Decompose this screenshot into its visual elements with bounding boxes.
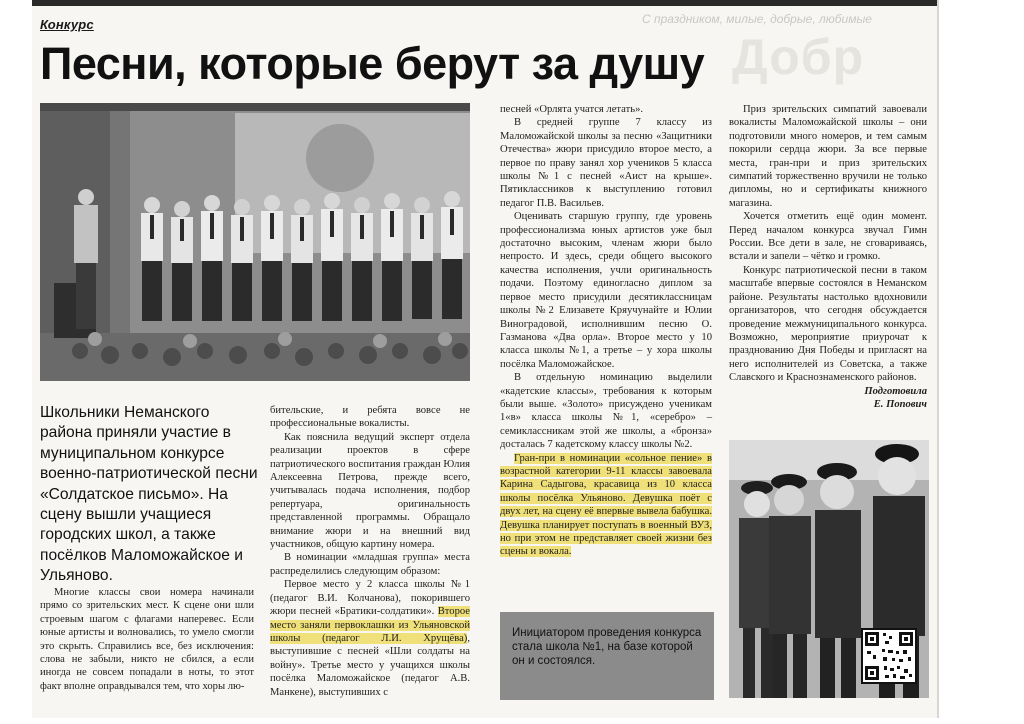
bleed-through-text: С праздником, милые, добрые, любимые <box>642 12 872 26</box>
paragraph: Конкурс патриотической песни в таком масштабе впервые состоялся в Неманском районе. Результаты настолько вдохновили организаторов, что сегодня обсуждается проведение межмуниципального конкурса. Возможно, мероприятие приурочат к празднованию Дня Победы и пригласят на него исполнителей из Советска, а также Славского и Краснознаменского районов. <box>729 264 927 384</box>
text-column-3 <box>500 103 712 559</box>
paragraph: Многие классы свои номера начинали прямо со зрительских мест. К сцене они шли строевым шагом с флагами наперевес. Если юные артисты и волновались, то умело смогли это скрыть. Справились все, без исключения: слова не забыли, никто не сбился, а если иногда не совсем попадали в ноты, то этот факт вполне оправдывался тем, что хоры лю- <box>40 587 254 692</box>
paragraph: Приз зрительских симпатий завоевали вокалисты Маломожайской школы – они подготовили много номеров, и тем самым покорили сердца жюри. За все первые места, гран-при и приз зрительских симпатий торжественно вручили не только дипломы, но и сертификаты книжного магазина. <box>729 104 927 209</box>
paragraph: В отдельную номинацию выделили «кадетские классы», требования к которым были выше. «Золото» присуждено ученикам 1«в» класса школы №1, «серебро» – семиклассникам этой же школы, а «бронза» досталась 7 кадетскому классу школы №2. <box>500 372 712 451</box>
author-credit-label: Подготовила <box>864 385 927 397</box>
paragraph: песней «Орлята учатся летать». <box>500 104 644 115</box>
newspaper-page <box>32 0 937 718</box>
paragraph-part: , выступившие с песней «Шли солдаты на войну». Третье место у учащихся школы посёлка Маломожайское (педагог А.В. Манкене), выступивших с <box>270 632 470 698</box>
callout-box: Инициатором проведения конкурса стала школа №1, на базе которой он и состоялся. <box>500 612 714 700</box>
bleed-through-heading: Добр <box>732 29 865 85</box>
paragraph <box>500 452 712 559</box>
paragraph: В номинации «младшая группа» места распределились следующим образом: <box>270 552 470 577</box>
paragraph: Оценивать старшую группу, где уровень профессионализма юных артистов уже был достаточно высоким, членам жюри было непросто. И здесь, среди общего высокого качества исполнения, учли оригинальность подачи. Поэтому единогласно диплом за первое место присудили десятиклассницам школы №2 Елизавете Кряучунайте и Юлии Виноградовой, исполнившим песню О. Газманова «Два орла». Второе место у 10 класса школы №1, а третье – у хора школы посёлка Маломожайское. <box>500 211 712 370</box>
text-column-4 <box>729 103 927 411</box>
choir-photo <box>40 103 470 381</box>
paragraph: Как пояснила ведущий эксперт отдела реализации проектов в сфере патриотического воспитания граждан Юлия Алексеевна Петрова, прежде всего, учитывалась подача исполнения, подбор репертуара, оригинальность представленной программы. Обращало внимание жюри и на внешний вид участников, общую картину номера. <box>270 431 470 551</box>
paragraph: Хочется отметить ещё один момент. Перед началом конкурса звучал Гимн России. Все дети в зале, не сговариваясь, встали и запели – чётко и громко. <box>729 211 927 263</box>
paragraph-part: Первое место у 2 класса школы №1 (педагог В.И. Колчанова), покорившего жюри песней «Братики-солдатики». <box>270 579 470 618</box>
highlighted-text: Второе место заняли первоклашки из Ульяновской школы (педагог Л.И. Хрущёва) <box>270 606 470 644</box>
article-headline: Песни, которые берут за душу <box>40 38 705 89</box>
text-column-2 <box>270 404 470 699</box>
highlighted-text: Гран-при в номинации «сольное пение» в возрастной категории 9-11 классы завоевала Карина Садыгова, красавица из 10 класса школы посёлка Ульяново. Девушка поёт с двух лет, на сцену её впервые вывела бабушка. Девушка планирует поступать в военный ВУЗ, но при этом не представляет своей жизни без сцены и вокала. <box>500 452 712 558</box>
rubric-label: Конкурс <box>40 17 94 32</box>
qr-code[interactable] <box>861 628 917 684</box>
paragraph <box>270 578 470 699</box>
paragraph: В средней группе 7 классу из Маломожайской школы за песню «Защитники Отечества» жюри присудило второе место, а первое по праву занял хор учеников 5 класса школы №1 с песней «Аист на крыше». Пятиклассников к выступлению готовил педагог П.В. Васильев. <box>500 117 712 209</box>
article-lead: Школьники Неманского района приняли участие в муниципальном конкурсе военно-патриотической песни «Солдатское письмо». На сцену вышли учащиеся городских школ, а также посёлков Маломожайское и Ульяново. <box>40 404 258 585</box>
author-name: Е. Попович <box>873 398 927 410</box>
top-rule <box>32 0 937 6</box>
text-column-1 <box>40 586 254 693</box>
paragraph: бительские, и ребята вовсе не профессиональные вокалисты. <box>270 405 470 430</box>
